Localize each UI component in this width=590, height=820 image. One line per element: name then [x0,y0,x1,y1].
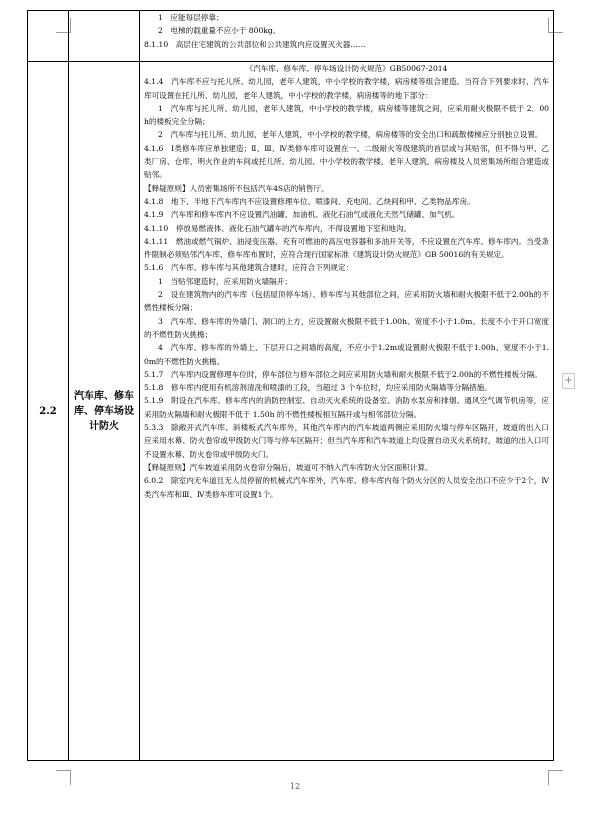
clause-5-1-7: 5.1.7 汽车库内设置修理车位时，停车部位与修车部位之间应采用防火墙和耐火极限不低于2.00h的不燃性楼板分隔。 [144,369,543,379]
row-number-cell-empty [28,11,69,62]
clause-6-0-2: 6.0.2 除室内无车道且无人员停留的机械式汽车库外，汽车库、修车库内每个防火分区的人员安全出口不应少于2个，Ⅳ类汽车库和Ⅲ、Ⅳ类修车库可设置1个。 [144,476,549,499]
clause-4-1-4-item-2: 2 汽车库与托儿所、幼儿园，老年人建筑，中小学校的教学楼，病房楼等的安全出口和疏散楼梯应分别独立设置。 [158,130,543,140]
interpretation-note: 【释疑原则】汽车坡道采用防火卷帘分隔后，坡道可不纳入汽车库防火分区面积计算。 [144,462,433,472]
row-title: 汽车库、修车库、停车场设计防火 [69,62,140,761]
clause-5-1-6: 5.1.6 汽车库、修车库与其他建筑合建时，应符合下列规定： [144,263,354,273]
page-number: 12 [289,782,301,791]
content-cell-elevator [140,11,554,62]
expand-plus-icon[interactable]: + [562,373,575,389]
table-row-garage [28,62,554,761]
clause-4-1-11: 4.1.11 燃油或燃气锅炉、油浸变压器、充有可燃油的高压电容器和多油开关等，不应设置在汽车库、修车库内。当受条件限制必须贴邻汽车库、修车库布置时，应符合现行国家标准《建筑设计防火规范》GB 50016的有关规定。 [144,236,549,260]
clause-5-1-6-item-2: 2 设在建筑物内的汽车库（包括屋顶停车场）、修车库与其他部位之间，应采用防火墙和耐火极限不低于2.00h的不燃性楼板分隔； [144,290,549,313]
clause-line: 8.1.10 高层住宅建筑的公共部位和公共建筑内应设置灭火器…… [144,39,366,49]
clause-5-1-6-item-1: 1 当贴邻建造时，应采用防火墙隔开； [158,276,292,286]
clause-4-1-10: 4.1.10 停放易燃液体、液化石油气罐车的汽车库内，不得设置地下室和地沟。 [144,223,412,233]
table-row-continuation [28,11,554,62]
clause-5-1-6-item-3: 3 汽车库、修车库的外墙门、洞口的上方，应设置耐火极限不低于1.00h、宽度不小于1.0m、长度不小于开口宽度的不燃性防火挑檐； [144,316,549,339]
clause-4-1-4-item-1: 1 汽车库与托儿所、幼儿园，老年人建筑，中小学校的教学楼，病房楼等建筑之间，应采用耐火极限不低于 2．00h的楼板完全分隔； [144,103,549,127]
interpretation-note: 【释疑原则】人员密集场所不包括汽车4S店的销售厅。 [144,183,329,193]
clause-5-3-3: 5.3.3 除敞开式汽车库、斜楼板式汽车库外，其他汽车库内的汽车坡道两侧应采用防火墙与停车区隔开，坡道的出入口应采用水幕、防火卷帘或甲级防火门等与停车区隔开；但当汽车库和汽车坡道上均设置自动灭火系统时，坡道的出入口可不设置水幕、防火卷帘或甲级防火门。 [144,423,549,459]
clause-4-1-6: 4.1.6 Ⅰ类修车库应单独建造；Ⅱ、Ⅲ、Ⅳ类修车库可设置在一、二级耐火等级建筑的首层或与其贴邻，但不得与甲、乙类厂房、仓库，明火作业的车间或托儿所、幼儿园、中小学校的教学楼，老年人建筑，病房楼及人员密集场所组合建造或贴邻。 [144,143,549,180]
spec-table [27,10,554,761]
clause-4-1-9: 4.1.9 汽车库和修车库内不应设置汽油罐、加油机、液化石油气或液化天然气储罐、加气机。 [144,210,460,220]
clause-4-1-4: 4.1.4 汽车库不应与托儿所、幼儿园，老年人建筑，中小学校的教学楼，病房楼等组合建造。当符合下列要求时，汽车库可设置在托儿所、幼儿园，老年人建筑，中小学校的教学楼，病房楼等的地下部分： [144,77,549,100]
clause-5-1-6-item-4: 4 汽车库、修车库的外墙上、下层开口之间墙的高度，不应小于1.2m或设置耐火极限不低于1.00h、宽度不小于1.0m的不燃性防火挑檐。 [144,343,549,366]
clause-5-1-8: 5.1.8 修车库内使用有机溶剂清洗和喷漆的工段，当超过 3 个车位时，均应采用防火隔墙等分隔措施。 [144,383,492,393]
clause-line: 2 电梯的载重量不应小于 800kg。 [158,26,281,36]
clause-line: 1 应能每层停靠； [158,13,224,22]
code-title: 《汽车库、修车库、停车场设计防火规范》GB50067-2014 [245,64,448,73]
content-cell-garage [140,62,554,761]
clause-4-1-8: 4.1.8 地下、半地下汽车库内不应设置修理车位、喷漆间、充电间、乙炔间和甲、乙类物品库房。 [144,196,475,206]
row-name-cell-empty [69,11,140,62]
row-number: 2.2 [28,62,69,761]
clause-5-1-9: 5.1.9 附设在汽车库、修车库内的消防控制室、自动灭火系统的设备室、消防水泵房和排烟、通风空气调节机房等，应采用防火隔墙和耐火极限不低于 1.50h 的不燃性楼板相互隔开或与相邻部位分隔。 [144,396,549,419]
